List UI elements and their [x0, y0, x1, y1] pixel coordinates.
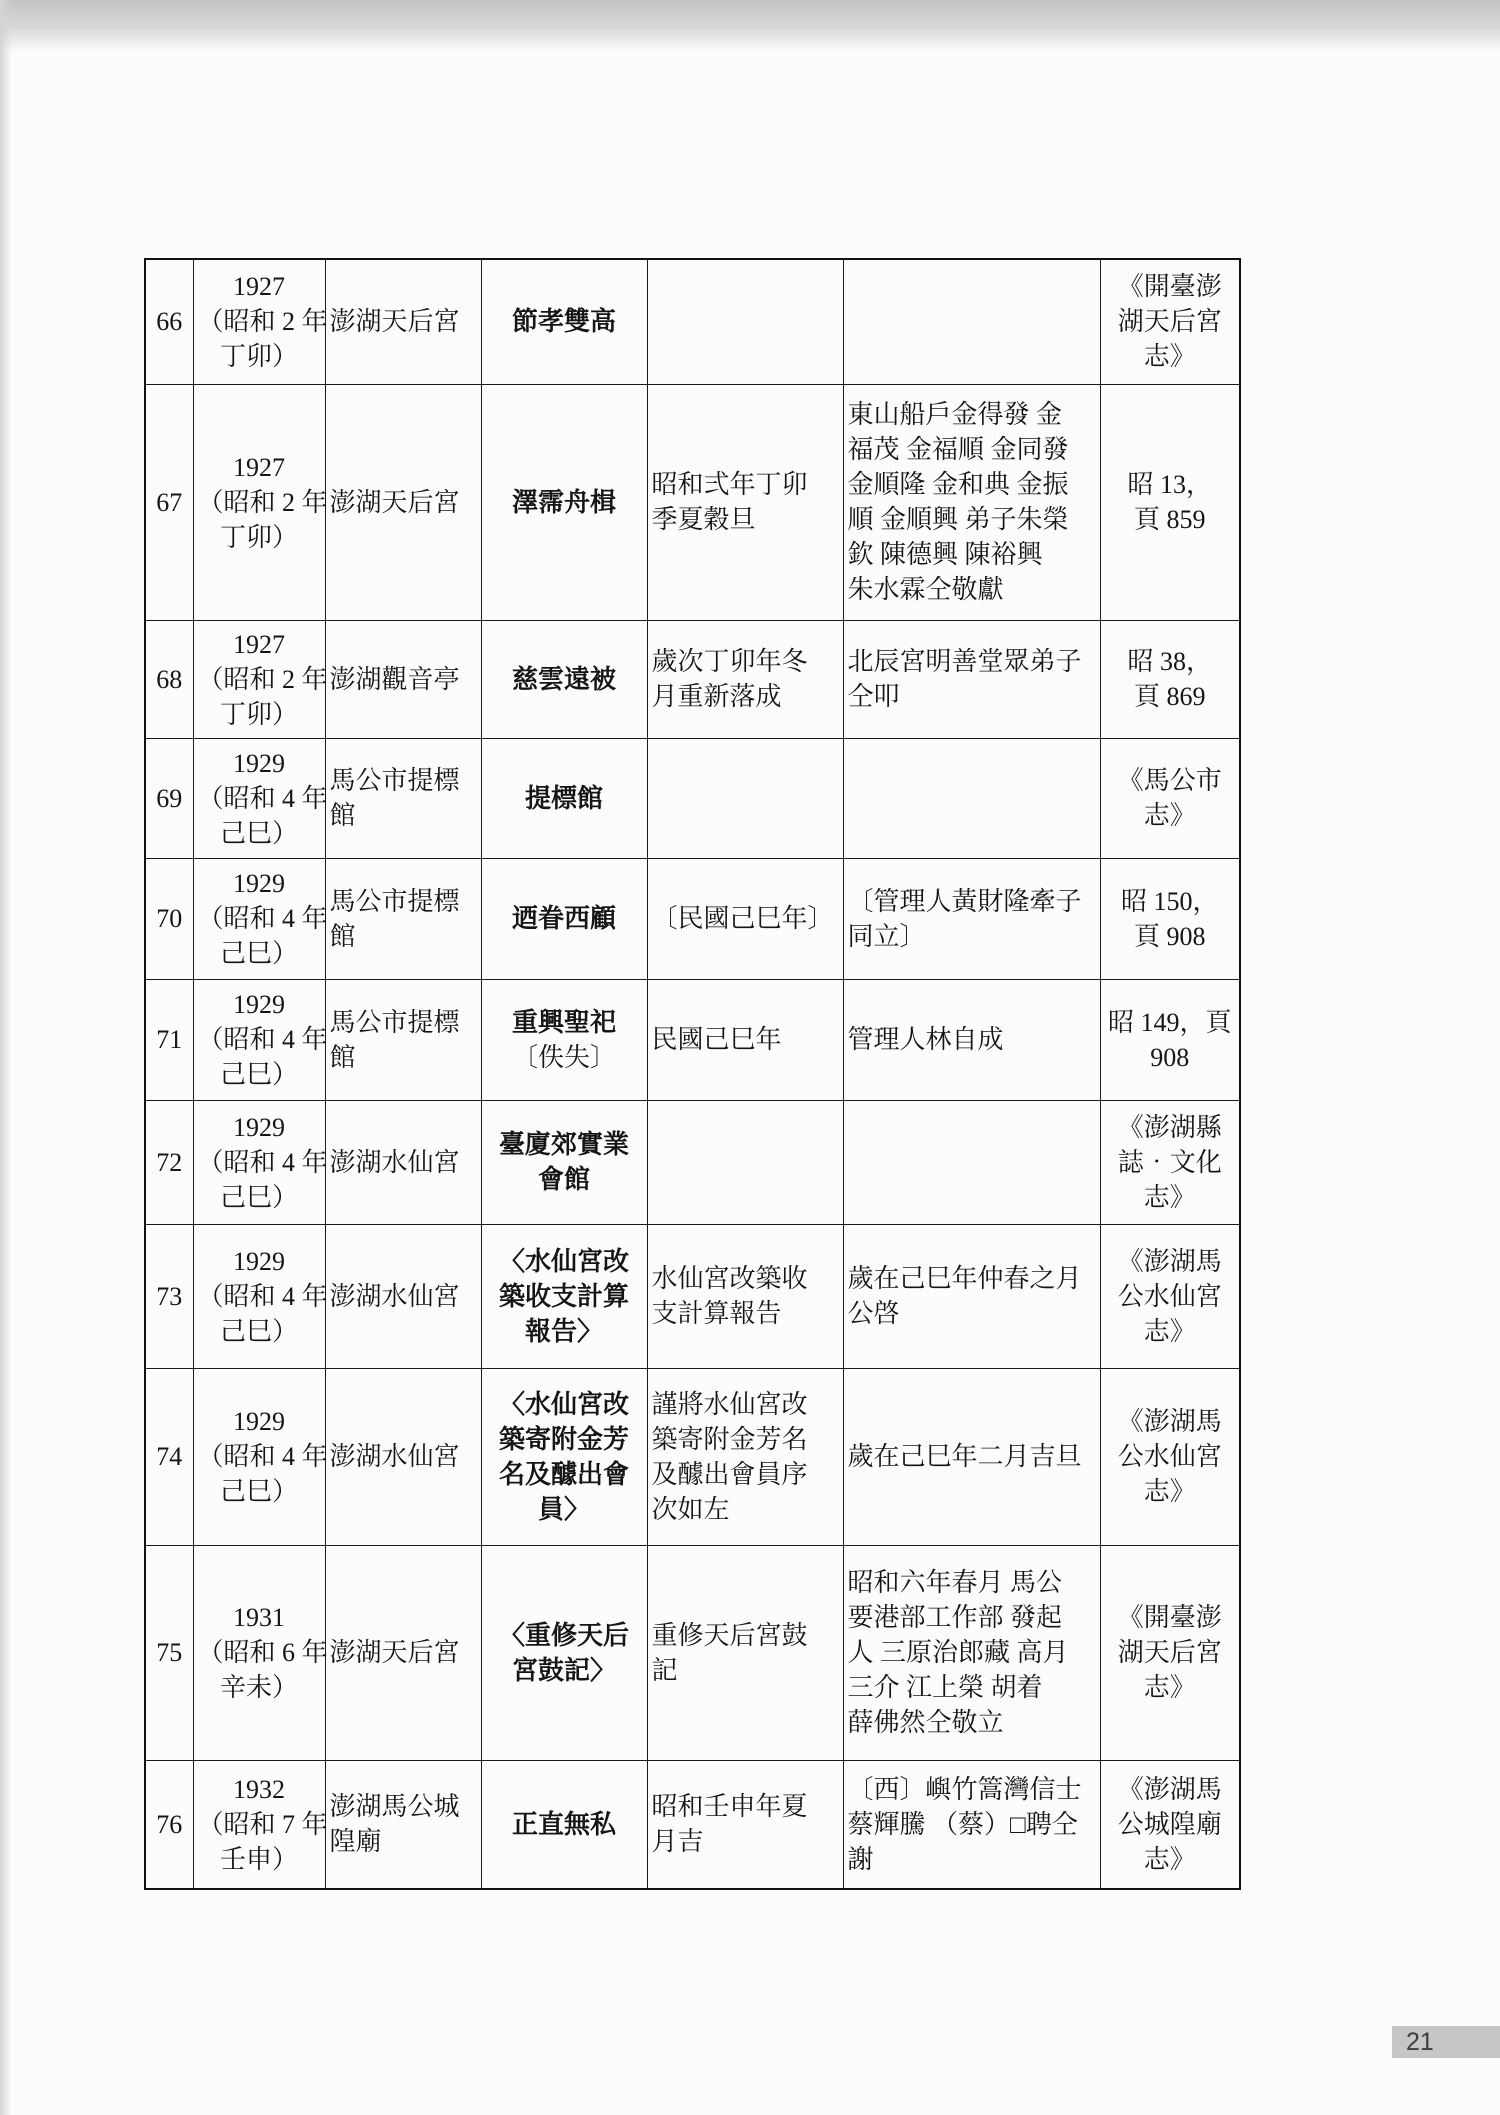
year-cell: 1929 （昭和 4 年 己巳） — [193, 979, 325, 1100]
entry-number: 71 — [145, 979, 193, 1100]
table-row — [145, 979, 1240, 1100]
plaque-text-cell: 〈水仙宮改 築寄附金芳 名及醵出會 員〉 — [481, 1368, 647, 1545]
upper-inscription-cell: 昭和弍年丁卯 季夏穀旦 — [647, 384, 843, 620]
plaque-text: 重興聖祀 — [511, 1007, 616, 1037]
entry-number: 69 — [145, 738, 193, 858]
upper-inscription-cell: 歲次丁卯年冬 月重新落成 — [647, 620, 843, 738]
table-row — [145, 1368, 1240, 1545]
upper-inscription-cell: 民國己巳年 — [647, 979, 843, 1100]
location-cell: 澎湖馬公城 隍廟 — [325, 1760, 481, 1889]
lower-inscription-cell: 〔管理人黃財隆牽子 同立〕 — [843, 858, 1100, 979]
source-cell: 《澎湖馬 公水仙宮 志》 — [1100, 1224, 1240, 1368]
plaque-text-cell: 正直無私 — [481, 1760, 647, 1889]
table-row — [145, 1100, 1240, 1224]
table-row — [145, 1760, 1240, 1889]
lower-inscription-cell: 歲在己巳年二月吉旦 — [843, 1368, 1100, 1545]
plaque-text-cell: 澤霈舟楫 — [481, 384, 647, 620]
location-cell: 馬公市提標 館 — [325, 858, 481, 979]
location-cell: 澎湖水仙宮 — [325, 1100, 481, 1224]
location-cell: 馬公市提標 館 — [325, 979, 481, 1100]
upper-inscription-cell — [647, 1100, 843, 1224]
upper-inscription-cell: 重修天后宮鼓 記 — [647, 1545, 843, 1760]
source-cell: 《開臺澎 湖天后宮 志》 — [1100, 259, 1240, 384]
year-cell: 1931 （昭和 6 年 辛未） — [193, 1545, 325, 1760]
year-cell: 1929 （昭和 4 年 己巳） — [193, 1224, 325, 1368]
table-row — [145, 620, 1240, 738]
plaque-text-cell: 迺眷西顧 — [481, 858, 647, 979]
year-cell: 1929 （昭和 4 年 己巳） — [193, 858, 325, 979]
plaque-table — [144, 258, 1241, 1890]
location-cell: 澎湖天后宮 — [325, 259, 481, 384]
plaque-text-cell: 慈雲遠被 — [481, 620, 647, 738]
table-row — [145, 1545, 1240, 1760]
year-cell: 1927 （昭和 2 年 丁卯） — [193, 620, 325, 738]
page-number-tab — [1392, 2026, 1500, 2058]
location-cell: 澎湖天后宮 — [325, 384, 481, 620]
lower-inscription-cell — [843, 1100, 1100, 1224]
plaque-lost-note: 〔佚失〕 — [511, 1042, 616, 1072]
source-cell: 昭 13， 頁 859 — [1100, 384, 1240, 620]
entry-number: 70 — [145, 858, 193, 979]
upper-inscription-cell: 謹將水仙宮改 築寄附金芳名 及醵出會員序 次如左 — [647, 1368, 843, 1545]
source-cell: 昭 150， 頁 908 — [1100, 858, 1240, 979]
year-cell: 1927 （昭和 2 年 丁卯） — [193, 384, 325, 620]
scan-shadow-left — [0, 0, 12, 2115]
entry-number: 66 — [145, 259, 193, 384]
upper-inscription-cell: 水仙宮改築收 支計算報告 — [647, 1224, 843, 1368]
entry-number: 67 — [145, 384, 193, 620]
entry-number: 76 — [145, 1760, 193, 1889]
table-row — [145, 384, 1240, 620]
source-cell: 《馬公市 志》 — [1100, 738, 1240, 858]
table-row — [145, 259, 1240, 384]
location-cell: 馬公市提標 館 — [325, 738, 481, 858]
plaque-text-cell: 節孝雙高 — [481, 259, 647, 384]
source-cell: 昭 149，頁 908 — [1100, 979, 1240, 1100]
source-cell: 《澎湖馬 公水仙宮 志》 — [1100, 1368, 1240, 1545]
lower-inscription-cell: 〔西〕嶼竹篙灣信士 蔡輝騰 （蔡）□聘仝 謝 — [843, 1760, 1100, 1889]
entry-number: 72 — [145, 1100, 193, 1224]
upper-inscription-cell — [647, 259, 843, 384]
entry-number: 73 — [145, 1224, 193, 1368]
plaque-text-cell: 〈水仙宮改 築收支計算 報告〉 — [481, 1224, 647, 1368]
location-cell: 澎湖觀音亭 — [325, 620, 481, 738]
source-cell: 《澎湖縣 誌‧文化 志》 — [1100, 1100, 1240, 1224]
lower-inscription-cell: 管理人林自成 — [843, 979, 1100, 1100]
table-row — [145, 738, 1240, 858]
entry-number: 74 — [145, 1368, 193, 1545]
source-cell: 《開臺澎 湖天后宮 志》 — [1100, 1545, 1240, 1760]
upper-inscription-cell: 昭和壬申年夏 月吉 — [647, 1760, 843, 1889]
source-cell: 《澎湖馬 公城隍廟 志》 — [1100, 1760, 1240, 1889]
table-row — [145, 1224, 1240, 1368]
plaque-text-cell: 臺廈郊實業 會館 — [481, 1100, 647, 1224]
location-cell: 澎湖水仙宮 — [325, 1368, 481, 1545]
upper-inscription-cell: 〔民國己巳年〕 — [647, 858, 843, 979]
entry-number: 75 — [145, 1545, 193, 1760]
year-cell: 1929 （昭和 4 年 己巳） — [193, 1368, 325, 1545]
lower-inscription-cell: 歲在己巳年仲春之月 公啓 — [843, 1224, 1100, 1368]
location-cell: 澎湖天后宮 — [325, 1545, 481, 1760]
upper-inscription-cell — [647, 738, 843, 858]
plaque-text-cell — [481, 979, 647, 1100]
plaque-text-cell: 〈重修天后 宮鼓記〉 — [481, 1545, 647, 1760]
year-cell: 1929 （昭和 4 年 己巳） — [193, 1100, 325, 1224]
page-number: 21 — [1406, 2028, 1434, 2056]
year-cell: 1927 （昭和 2 年 丁卯） — [193, 259, 325, 384]
entry-number: 68 — [145, 620, 193, 738]
lower-inscription-cell: 東山船戶金得發 金 福茂 金福順 金同發 金順隆 金和典 金振 順 金順興 弟子朱榮 欽 陳德興 陳裕興 朱水霖仝敬獻 — [843, 384, 1100, 620]
year-cell: 1929 （昭和 4 年 己巳） — [193, 738, 325, 858]
location-cell: 澎湖水仙宮 — [325, 1224, 481, 1368]
year-cell: 1932 （昭和 7 年 壬申） — [193, 1760, 325, 1889]
table-row — [145, 858, 1240, 979]
scan-shadow-top — [0, 0, 1500, 52]
source-cell: 昭 38， 頁 869 — [1100, 620, 1240, 738]
lower-inscription-cell: 北辰宮明善堂眾弟子 仝叩 — [843, 620, 1100, 738]
lower-inscription-cell: 昭和六年春月 馬公 要港部工作部 發起 人 三原治郎藏 高月 三介 江上榮 胡着 薛佛然仝敬立 — [843, 1545, 1100, 1760]
lower-inscription-cell — [843, 738, 1100, 858]
lower-inscription-cell — [843, 259, 1100, 384]
plaque-text-cell: 提標館 — [481, 738, 647, 858]
